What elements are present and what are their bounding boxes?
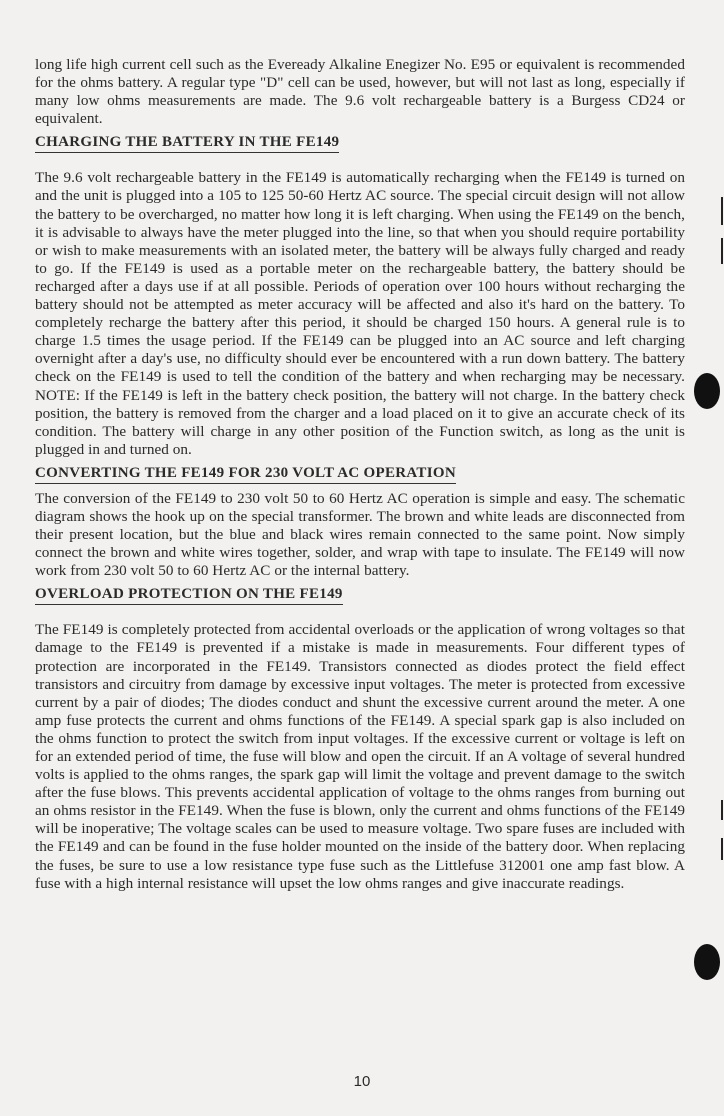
intro-paragraph: long life high current cell such as the Eveready Alkaline Enegizer No. E95 or equivalent is recommended for the ohms battery. A regular type "D" cell can be used, however, but will not last as long, especially if many low ohms measurements are made. The 9.6 volt rechargeable battery is a Burgess CD24 or equivalent. — [35, 56, 685, 128]
page-number: 10 — [353, 1073, 371, 1090]
punch-hole-top — [694, 373, 720, 409]
margin-mark-1 — [721, 197, 723, 225]
margin-mark-2 — [721, 238, 723, 264]
margin-mark-3 — [721, 800, 723, 820]
section-heading-charging: CHARGING THE BATTERY IN THE FE149 — [35, 133, 339, 153]
margin-mark-4 — [721, 838, 723, 860]
section-body-charging: The 9.6 volt rechargeable battery in the FE149 is automatically recharging when the FE149 is turned on and the unit is plugged into a 105 to 125 50-60 Hertz AC source. The special circuit design will not allow the battery to be overcharged, no matter how long it is left charging. When using the FE149 on the bench, it is advisable to always have the meter plugged into the line, so that when you should require portability or wish to make measurements with an isolated meter, the battery will be always fully charged and ready to go. If the FE149 is used as a portable meter on the rechargeable battery, the battery should be recharged after a days use if at all possible. Periods of operation over 100 hours without recharging the battery should not be attempted as meter accuracy will be affected and also it's hard on the battery. To completely recharge the battery after this period, it should be charged 150 hours. A general rule is to charge 1.5 times the usage period. If the FE149 can be plugged into an AC source and left charging overnight after a day's use, no difficulty should ever be encountered with a run down battery. The battery check on the FE149 is used to tell the condition of the battery and when recharging may be necessary. NOTE: If the FE149 is left in the battery check position, the battery will not charge. In the battery check position, the battery is removed from the charger and a load placed on it to give an accurate check of its condition. The battery will charge in any other position of the Function switch, as long as the unit is plugged in and turned on. — [35, 169, 685, 458]
section-heading-converting: CONVERTING THE FE149 FOR 230 VOLT AC OPERATION — [35, 464, 456, 484]
section-heading-charging-wrap — [35, 133, 685, 153]
section-body-overload: The FE149 is completely protected from accidental overloads or the application of wrong voltages so that damage to the FE149 is prevented if a mistake is made in measurements. Four different types of protection are incorporated in the FE149. Transistors connected as diodes protect the field effect transistors and circuitry from damage by excessive input voltages. The meter is protected from excessive current by a pair of diodes; The diodes conduct and shunt the excessive current around the meter. A one amp fuse protects the current and ohms functions of the FE149. A special spark gap is also included on the ohms function to protect the switch from input voltages. If the excessive current or voltage is left on for an extended period of time, the fuse will blow and open the circuit. If an A voltage of several hundred volts is applied to the ohms ranges, the spark gap will limit the voltage and prevent damage to the switch after the fuse blows. This prevents accidental application of voltage to the ohms ranges from burning out an ohms resistor in the FE149. When the fuse is blown, only the current and ohms functions of the FE149 will be inoperative; The voltage scales can be used to measure voltage. Two spare fuses are included with the FE149 and can be found in the fuse holder mounted on the inside of the battery door. When replacing the fuses, be sure to use a low resistance type fuse such as the Littlefuse 312001 one amp fast blow. A fuse with a high internal resistance will upset the low ohms ranges and give inaccurate readings. — [35, 621, 685, 892]
punch-hole-bottom — [694, 944, 720, 980]
manual-page — [35, 56, 685, 893]
section-body-converting: The conversion of the FE149 to 230 volt 50 to 60 Hertz AC operation is simple and easy. The schematic diagram shows the hook up on the special transformer. The brown and white leads are disconnected from their present location, but the blue and black wires remain connected to the same point. Now simply connect the brown and white wires together, solder, and wrap with tape to insulate. The FE149 will now work from 230 volt 50 to 60 Hertz AC or the internal battery. — [35, 489, 685, 580]
section-heading-overload: OVERLOAD PROTECTION ON THE FE149 — [35, 585, 343, 605]
section-heading-converting-wrap — [35, 464, 685, 484]
section-heading-overload-wrap — [35, 585, 685, 605]
